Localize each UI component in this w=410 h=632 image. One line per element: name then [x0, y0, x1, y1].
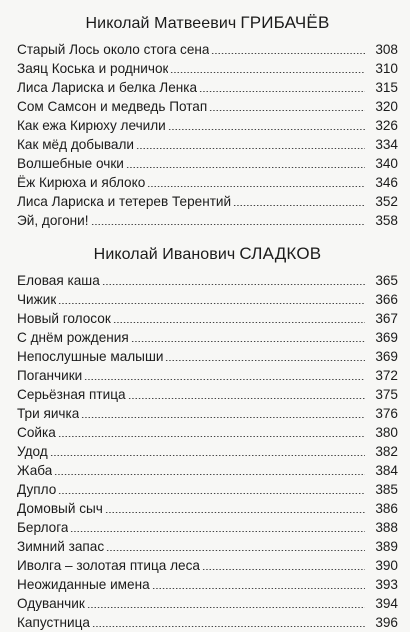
dot-leader — [106, 550, 365, 551]
entry-title: Поганчики — [17, 368, 83, 383]
entry-title: Серьёзная птица — [17, 387, 126, 402]
dot-leader — [105, 512, 365, 513]
entry-page-number: 365 — [375, 273, 398, 288]
entry-title: С днём рождения — [17, 330, 129, 345]
dot-leader — [92, 626, 365, 627]
author-surname: ГРИБАЧЁВ — [240, 13, 330, 32]
dot-leader — [202, 569, 365, 570]
entry-title: Зимний запас — [17, 539, 105, 554]
toc-entry — [17, 404, 398, 423]
entry-page-number: 382 — [375, 444, 398, 459]
toc-entry — [17, 347, 398, 366]
entry-title: Сойка — [17, 425, 56, 440]
entry-title: Как мёд добывали — [17, 137, 135, 152]
entry-page-number: 385 — [375, 482, 398, 497]
entry-title: Одуванчик — [17, 596, 85, 611]
entry-title: Непослушные малыши — [17, 349, 164, 364]
dot-leader — [152, 588, 365, 589]
dot-leader — [58, 303, 365, 304]
entry-title: Удод — [17, 444, 48, 459]
dot-leader — [168, 129, 365, 130]
entry-page-number: 396 — [375, 615, 398, 630]
toc-entry — [17, 537, 398, 556]
author-heading — [17, 244, 398, 265]
toc-entry — [17, 78, 398, 97]
dot-leader — [102, 284, 365, 285]
entry-title: Домовый сыч — [17, 501, 103, 516]
author-surname: СЛАДКОВ — [239, 244, 322, 263]
entry-page-number: 375 — [375, 387, 398, 402]
entry-page-number: 352 — [375, 194, 398, 209]
entry-page-number: 384 — [375, 463, 398, 478]
toc-entry — [17, 40, 398, 59]
entry-page-number: 366 — [375, 292, 398, 307]
entry-page-number: 326 — [375, 118, 398, 133]
author-section-sladkov — [17, 244, 398, 632]
dot-leader — [70, 531, 365, 532]
dot-leader — [113, 322, 365, 323]
dot-leader — [58, 436, 365, 437]
entry-page-number: 310 — [375, 61, 398, 76]
dot-leader — [211, 53, 365, 54]
toc-entry — [17, 385, 398, 404]
entry-title: Лиса Лариска и тетерев Терентий — [17, 194, 232, 209]
entry-page-number: 389 — [375, 539, 398, 554]
author-section-gribachev — [17, 13, 398, 230]
toc-entry — [17, 211, 398, 230]
entry-page-number: 346 — [375, 175, 398, 190]
contents-list — [17, 271, 398, 632]
entry-title: Еловая каша — [17, 273, 100, 288]
dot-leader — [199, 91, 365, 92]
entry-title: Чижик — [17, 292, 57, 307]
toc-entry — [17, 613, 398, 632]
entry-title: Ёж Кирюха и яблоко — [17, 175, 146, 190]
entry-page-number: 386 — [375, 501, 398, 516]
entry-page-number: 358 — [375, 213, 398, 228]
entry-title: Заяц Коська и родничок — [17, 61, 169, 76]
dot-leader — [209, 110, 365, 111]
toc-entry — [17, 116, 398, 135]
toc-entry — [17, 442, 398, 461]
entry-title: Старый Лось около стога сена — [17, 42, 210, 57]
toc-entry — [17, 135, 398, 154]
author-name: Николай Матвеевич — [85, 15, 237, 32]
toc-entry — [17, 154, 398, 173]
entry-title: Сом Самсон и медведь Потап — [17, 99, 208, 114]
entry-page-number: 388 — [375, 520, 398, 535]
entry-title: Новый голосок — [17, 311, 111, 326]
entry-page-number: 320 — [375, 99, 398, 114]
toc-entry — [17, 461, 398, 480]
dot-leader — [128, 398, 365, 399]
dot-leader — [91, 224, 365, 225]
entry-title: Волшебные очки — [17, 156, 124, 171]
dot-leader — [170, 72, 365, 73]
entry-title: Три яичка — [17, 406, 80, 421]
entry-page-number: 315 — [375, 80, 398, 95]
entry-page-number: 308 — [375, 42, 398, 57]
entry-title: Неожиданные имена — [17, 577, 150, 592]
entry-title: Жаба — [17, 463, 53, 478]
dot-leader — [165, 360, 365, 361]
entry-page-number: 376 — [375, 406, 398, 421]
entry-page-number: 369 — [375, 349, 398, 364]
dot-leader — [50, 455, 365, 456]
entry-page-number: 367 — [375, 311, 398, 326]
toc-entry — [17, 594, 398, 613]
toc-entry — [17, 518, 398, 537]
toc-entry — [17, 192, 398, 211]
entry-title: Как ежа Кирюху лечили — [17, 118, 166, 133]
toc-entry — [17, 59, 398, 78]
dot-leader — [81, 417, 365, 418]
toc-entry — [17, 290, 398, 309]
entry-page-number: 334 — [375, 137, 398, 152]
entry-page-number: 369 — [375, 330, 398, 345]
toc-entry — [17, 556, 398, 575]
dot-leader — [136, 148, 365, 149]
entry-title: Лиса Лариска и белка Ленка — [17, 80, 198, 95]
toc-entry — [17, 499, 398, 518]
toc-entry — [17, 366, 398, 385]
entry-page-number: 380 — [375, 425, 398, 440]
toc-entry — [17, 328, 398, 347]
dot-leader — [87, 607, 365, 608]
toc-entry — [17, 575, 398, 594]
toc-entry — [17, 173, 398, 192]
dot-leader — [58, 493, 365, 494]
entry-page-number: 394 — [375, 596, 398, 611]
toc-entry — [17, 480, 398, 499]
toc-entry — [17, 309, 398, 328]
dot-leader — [84, 379, 365, 380]
author-heading — [17, 13, 398, 34]
toc-entry — [17, 97, 398, 116]
entry-title: Иволга – золотая птица леса — [17, 558, 200, 573]
author-name: Николай Иванович — [93, 246, 236, 263]
dot-leader — [233, 205, 365, 206]
entry-page-number: 340 — [375, 156, 398, 171]
entry-title: Берлога — [17, 520, 69, 535]
toc-entry — [17, 271, 398, 290]
contents-list — [17, 40, 398, 230]
dot-leader — [126, 167, 365, 168]
entry-title: Эй, догони! — [17, 213, 89, 228]
dot-leader — [131, 341, 365, 342]
entry-title: Капустница — [17, 615, 90, 630]
entry-title: Дупло — [17, 482, 57, 497]
toc-entry — [17, 423, 398, 442]
entry-page-number: 372 — [375, 368, 398, 383]
dot-leader — [54, 474, 365, 475]
entry-page-number: 390 — [375, 558, 398, 573]
entry-page-number: 393 — [375, 577, 398, 592]
dot-leader — [147, 186, 365, 187]
